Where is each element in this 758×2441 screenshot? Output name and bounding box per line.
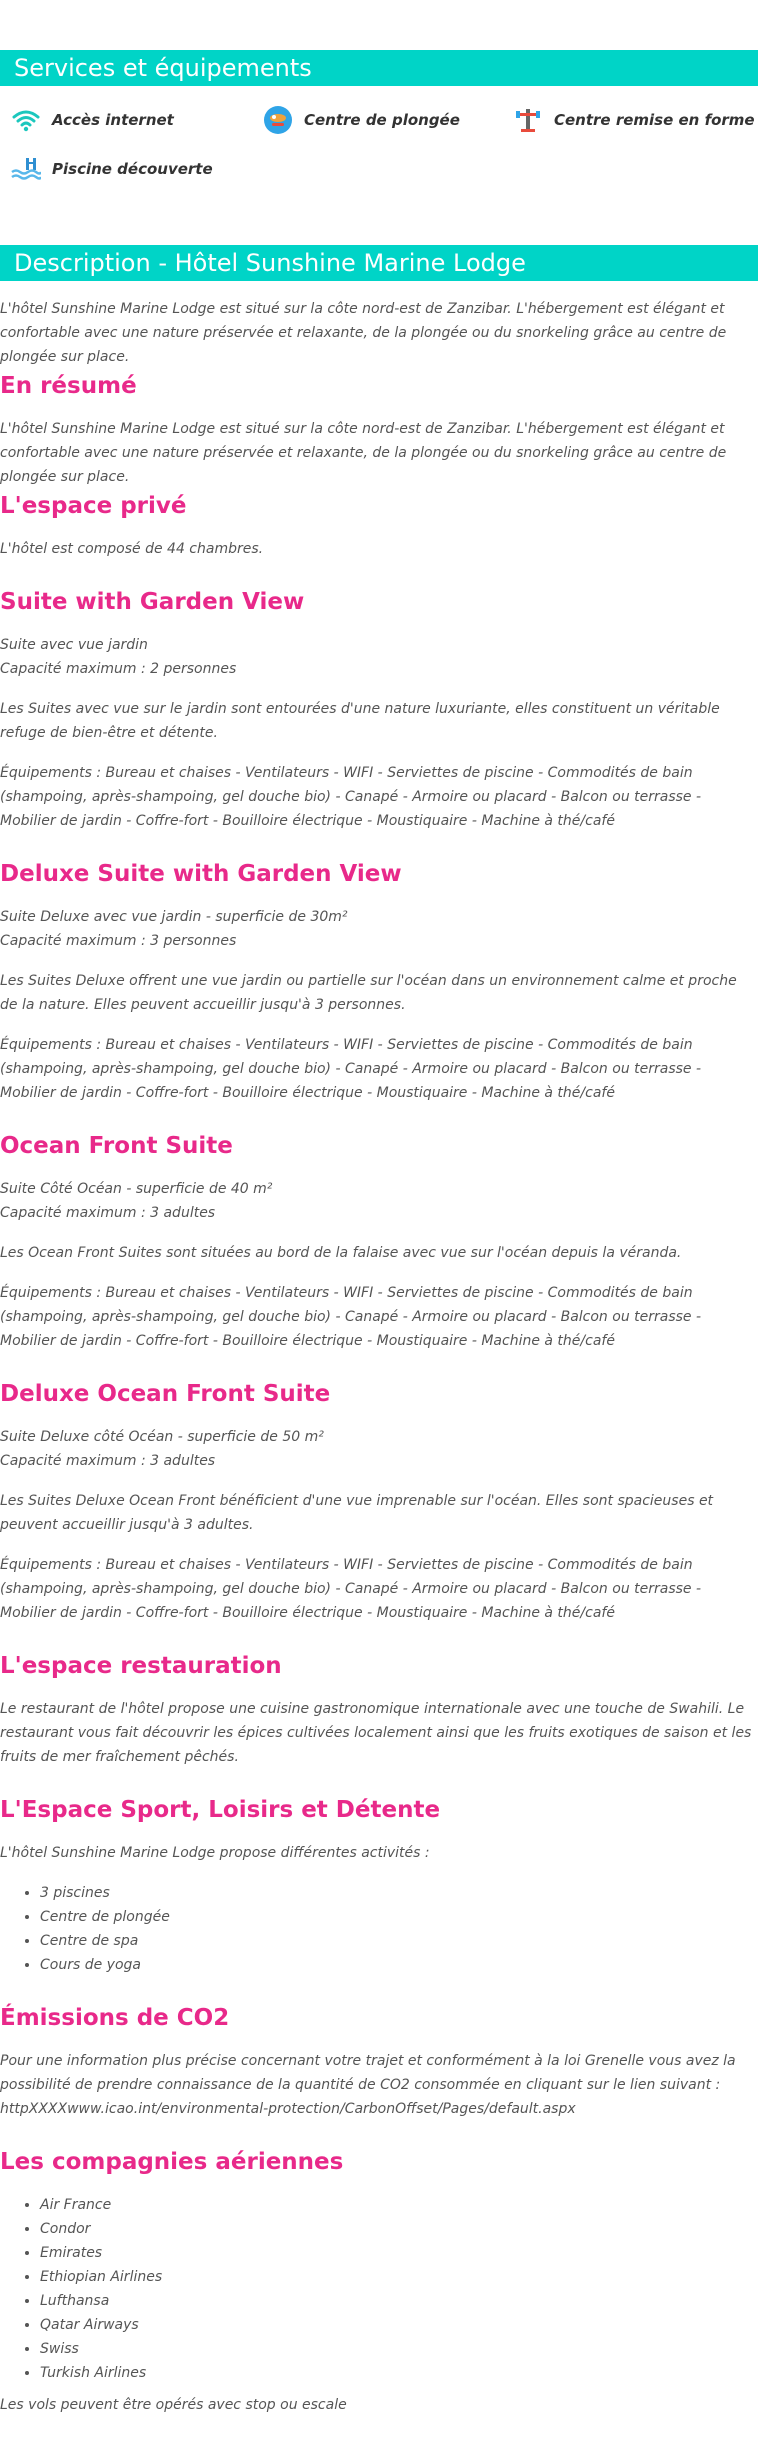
room-heading: Suite with Garden View (0, 589, 305, 615)
airlines-heading: Les compagnies aériennes (0, 2149, 344, 2175)
list-item: • Lufthansa (40, 2289, 162, 2313)
list-item: • Swiss (40, 2337, 162, 2361)
room-capacity: Capacité maximum : 2 personnes (0, 661, 237, 677)
room-description: Les Suites Deluxe Ocean Front bénéficient d'une vue imprenable sur l'océan. Elles sont spacieuses et peuvent accueillir jusqu'à 3 adultes. (0, 1493, 714, 1533)
service-label: Accès internet (52, 111, 174, 129)
list-item: • Condor (40, 2217, 162, 2241)
room-description: Les Suites avec vue sur le jardin sont entourées d'une nature luxuriante, elles constituent un véritable refuge de bien-être et détente. (0, 701, 720, 741)
room-equipment: Équipements : Bureau et chaises - Ventilateurs - WIFI - Serviettes de piscine - Commodités de bain (shampoing, après-shampoing, gel douche bio) - Canapé - Armoire ou placard - Balcon ou terrasse - Mobilier de jardin - Coffre-fort - Bouilloire électrique - Moustiquaire - Machine à thé/café (0, 765, 702, 829)
list-item: • 3 piscines (40, 1881, 170, 1905)
service-internet (10, 104, 174, 136)
room-subtitle: Suite Deluxe côté Océan - superficie de 50 m² (0, 1429, 324, 1445)
room-description: Les Suites Deluxe offrent une vue jardin ou partielle sur l'océan dans un environnement calme et proche de la nature. Elles peuvent accueillir jusqu'à 3 personnes. (0, 973, 737, 1013)
fitness-icon (512, 104, 544, 136)
room-equipment: Équipements : Bureau et chaises - Ventilateurs - WIFI - Serviettes de piscine - Commodités de bain (shampoing, après-shampoing, gel douche bio) - Canapé - Armoire ou placard - Balcon ou terrasse - Mobilier de jardin - Coffre-fort - Bouilloire électrique - Moustiquaire - Machine à thé/café (0, 1037, 702, 1101)
restaurant-heading: L'espace restauration (0, 1653, 282, 1679)
airlines-note: Les vols peuvent être opérés avec stop ou escale (0, 2397, 347, 2413)
room-subtitle: Suite Côté Océan - superficie de 40 m² (0, 1181, 273, 1197)
room-capacity: Capacité maximum : 3 adultes (0, 1205, 216, 1221)
private-space-text: L'hôtel est composé de 44 chambres. (0, 541, 264, 557)
restaurant-text: Le restaurant de l'hôtel propose une cuisine gastronomique internationale avec une touche de Swahili. Le restaurant vous fait découvrir les épices cultivées localement ainsi que les fruits exotiques de saison et les fruits de mer fraîchement pêchés. (0, 1701, 752, 1765)
room-description: Les Ocean Front Suites sont situées au bord de la falaise avec vue sur l'océan depuis la véranda. (0, 1245, 682, 1261)
sport-heading: L'Espace Sport, Loisirs et Détente (0, 1797, 441, 1823)
service-diving (262, 104, 460, 136)
service-label: Centre remise en forme (554, 111, 755, 129)
list-item: • Qatar Airways (40, 2313, 162, 2337)
room-heading: Deluxe Ocean Front Suite (0, 1381, 331, 1407)
list-item: • Air France (40, 2193, 162, 2217)
room-subtitle: Suite avec vue jardin (0, 637, 148, 653)
wifi-icon (10, 104, 42, 136)
co2-link[interactable]: httpXXXXwww.icao.int/environmental-protection/CarbonOffset/Pages/default.aspx (0, 2101, 576, 2117)
list-item: • Centre de spa (40, 1929, 170, 1953)
sport-intro: L'hôtel Sunshine Marine Lodge propose différentes activités : (0, 1845, 430, 1861)
co2-text: Pour une information plus précise concernant votre trajet et conformément à la loi Grenelle vous avez la possibilité de prendre connaissance de la quantité de CO2 consommée en cliquant sur le lien suivant : (0, 2053, 736, 2093)
services-heading: Services et équipements (0, 50, 758, 86)
room-subtitle: Suite Deluxe avec vue jardin - superficie de 30m² (0, 909, 348, 925)
list-item: • Cours de yoga (40, 1953, 170, 1977)
airlines-list (0, 2193, 162, 2385)
pool-icon (10, 153, 42, 185)
room-equipment: Équipements : Bureau et chaises - Ventilateurs - WIFI - Serviettes de piscine - Commodités de bain (shampoing, après-shampoing, gel douche bio) - Canapé - Armoire ou placard - Balcon ou terrasse - Mobilier de jardin - Coffre-fort - Bouilloire électrique - Moustiquaire - Machine à thé/café (0, 1285, 702, 1349)
service-fitness (512, 104, 755, 136)
resume-text: L'hôtel Sunshine Marine Lodge est situé sur la côte nord-est de Zanzibar. L'hébergement est élégant et confortable avec une nature préservée et relaxante, de la plongée ou du snorkeling grâce au centre de plongée sur place. (0, 421, 727, 485)
room-heading: Deluxe Suite with Garden View (0, 861, 402, 887)
room-heading: Ocean Front Suite (0, 1133, 233, 1159)
list-item: • Ethiopian Airlines (40, 2265, 162, 2289)
room-capacity: Capacité maximum : 3 personnes (0, 933, 237, 949)
list-item: • Centre de plongée (40, 1905, 170, 1929)
list-item: • Turkish Airlines (40, 2361, 162, 2385)
diving-icon (262, 104, 294, 136)
description-heading: Description - Hôtel Sunshine Marine Lodge (0, 245, 758, 281)
room-equipment: Équipements : Bureau et chaises - Ventilateurs - WIFI - Serviettes de piscine - Commodités de bain (shampoing, après-shampoing, gel douche bio) - Canapé - Armoire ou placard - Balcon ou terrasse - Mobilier de jardin - Coffre-fort - Bouilloire électrique - Moustiquaire - Machine à thé/café (0, 1557, 702, 1621)
service-label: Centre de plongée (304, 111, 460, 129)
activities-list (0, 1881, 170, 1977)
list-item: • Emirates (40, 2241, 162, 2265)
service-pool (10, 153, 213, 185)
private-space-heading: L'espace privé (0, 493, 187, 519)
co2-heading: Émissions de CO2 (0, 2005, 230, 2031)
description-intro: L'hôtel Sunshine Marine Lodge est situé sur la côte nord-est de Zanzibar. L'hébergement est élégant et confortable avec une nature préservée et relaxante, de la plongée ou du snorkeling grâce au centre de plongée sur place. (0, 301, 727, 365)
room-capacity: Capacité maximum : 3 adultes (0, 1453, 216, 1469)
service-label: Piscine découverte (52, 160, 213, 178)
resume-heading: En résumé (0, 373, 137, 399)
